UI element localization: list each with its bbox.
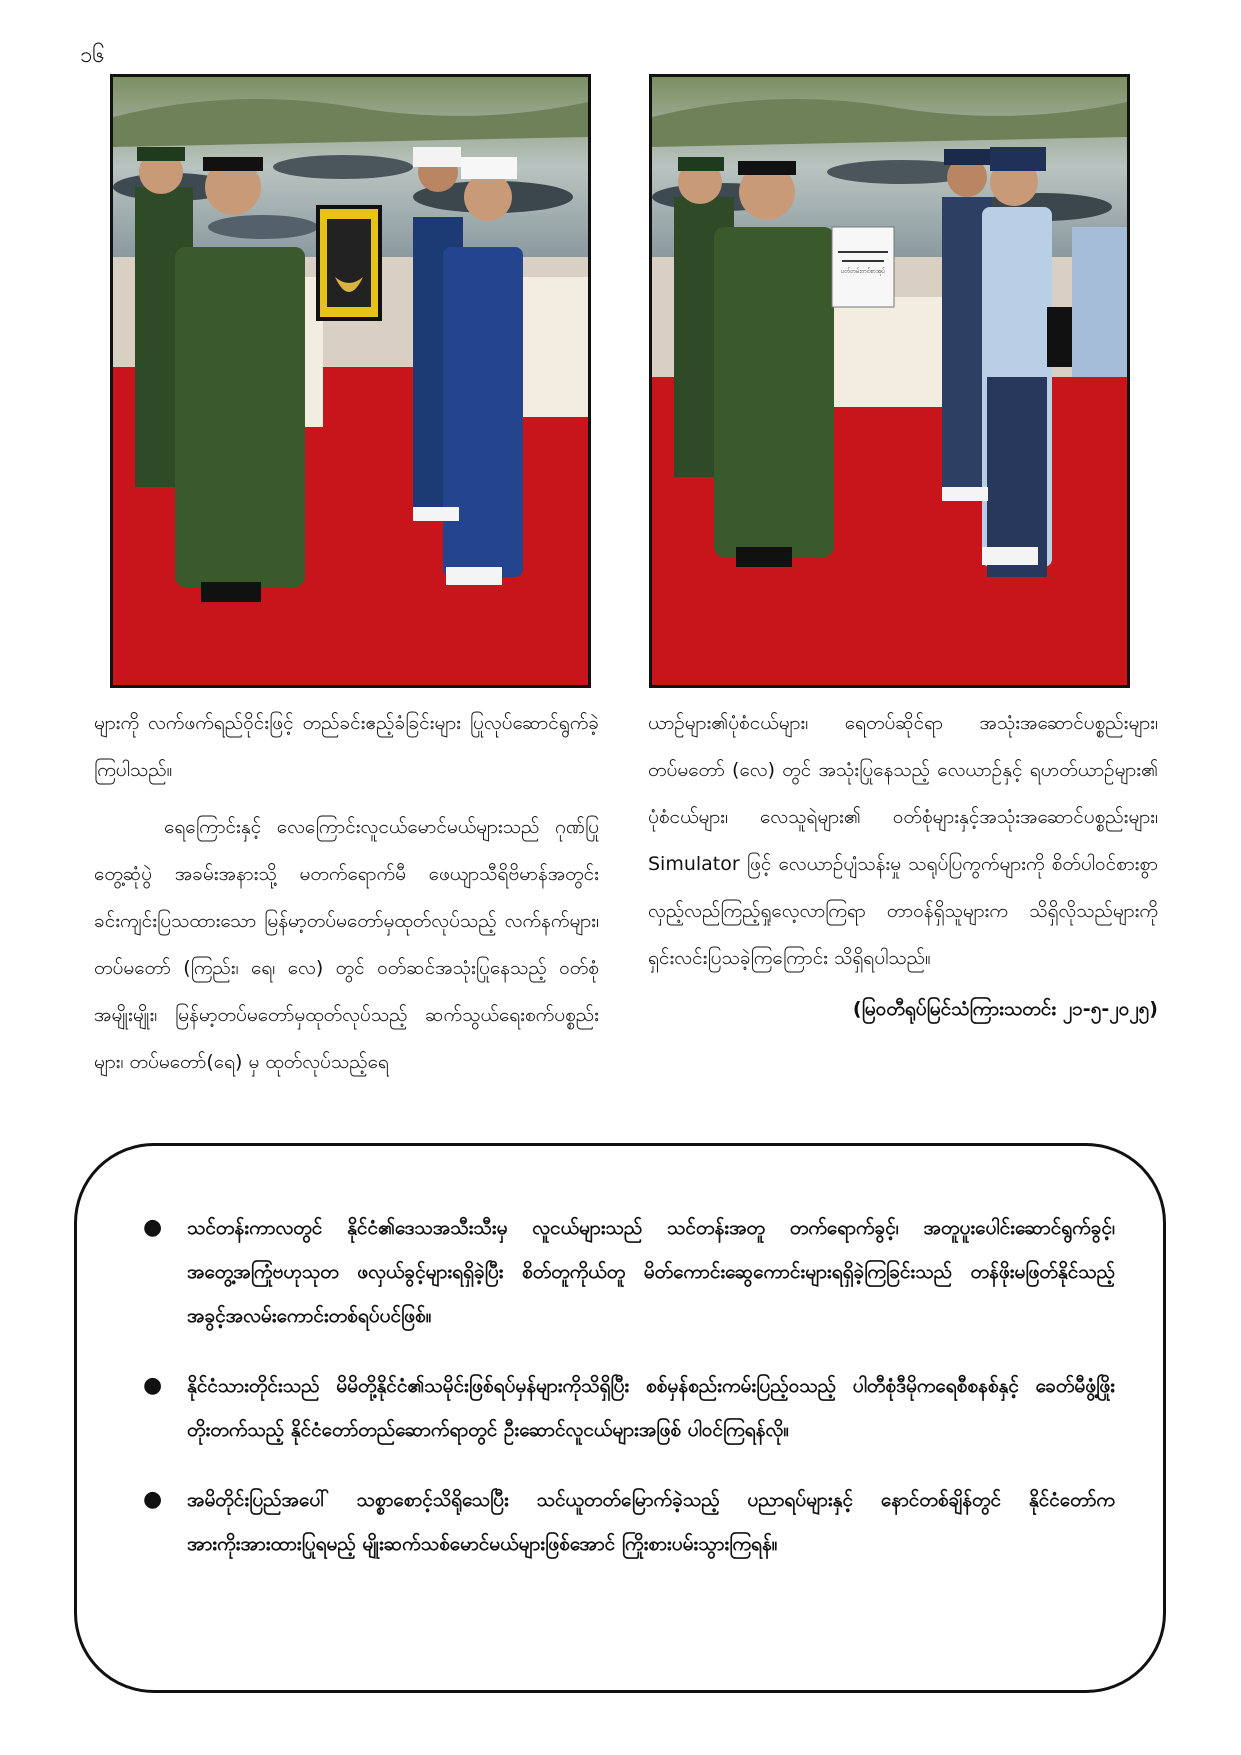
page-number: ၁၆ [80, 43, 105, 68]
left-text-column [94, 700, 599, 1086]
summary-item-text: နိုင်ငံသားတိုင်းသည် မိမိတို့နိုင်ငံ၏သမိုင်းဖြစ်ရပ်မှန်များကိုသိရှိပြီး စစ်မှန်စည်းကမ်းပြည့်ဝသည့် ပါတီစုံဒီမိုကရေစီစနစ်နှင့် ခေတ်မီဖွံ့ဖြိုးတိုးတက်သည့် နိုင်ငံတော်တည်ဆောက်ရာတွင် ဦးဆောင်လူငယ်များအဖြစ် ပါဝင်ကြရန်လို။ [187, 1375, 1115, 1441]
right-text-column [648, 700, 1158, 1033]
right-paragraph-1: ယာဉ်များ၏ပုံစံငယ်များ၊ ရေတပ်ဆိုင်ရာ အသုံးအဆောင်ပစ္စည်းများ၊ တပ်မတော် (လေ) တွင် အသုံးပြုနေသည့် လေယာဉ်နှင့် ရဟတ်ယာဉ်များ၏ ပုံစံငယ်များ၊ လေသူရဲများ၏ ဝတ်စုံများနှင့်အသုံးအဆောင်ပစ္စည်းများ၊ Simulator ဖြင့် လေယာဉ်ပျံသန်းမှု သရုပ်ပြကွက်များကို စိတ်ပါဝင်စားစွာ လှည့်လည်ကြည့်ရှုလေ့လာကြရာ တာဝန်ရှိသူများက သိရှိလိုသည်များကို ရှင်းလင်းပြသခဲ့ကြကြောင်း သိရှိရပါသည်။ [648, 712, 1158, 969]
summary-item-text: အမိတိုင်းပြည်အပေါ် သစ္စာစောင့်သိရိုသေပြီး သင်ယူတတ်မြောက်ခဲ့သည့် ပညာရပ်များနှင့် နောင်တစ်ချိန်တွင် နိုင်ငံတော်က အားကိုးအားထားပြုရမည့် မျိုးဆက်သစ်မောင်မယ်များဖြစ်အောင် ကြိုးစားပမ်းသွားကြရန်။ [187, 1489, 1115, 1555]
news-source: (မြဝတီရုပ်မြင်သံကြားသတင်း ၂၁-၅-၂၀၂၅) [852, 998, 1158, 1020]
summary-item [143, 1364, 1115, 1452]
summary-item [143, 1478, 1115, 1566]
summary-list [77, 1146, 1163, 1566]
summary-item-text: သင်တန်းကာလတွင် နိုင်ငံ၏ဒေသအသီးသီးမှ လူငယ်များသည် သင်တန်းအတူ တက်ရောက်ခွင့်၊ အတူပူးပေါင်းဆောင်ရွက်ခွင့်၊ အတွေ့အကြုံဗဟုသုတ ဖလှယ်ခွင့်များရရှိခဲ့ပြီး စိတ်တူကိုယ်တူ မိတ်ကောင်းဆွေကောင်းများရရှိခဲ့ကြခြင်းသည် တန်ဖိုးမဖြတ်နိုင်သည့် အခွင့်အလမ်းကောင်းတစ်ရပ်ပင်ဖြစ်။ [187, 1217, 1115, 1327]
photo-award-plaque [110, 74, 591, 688]
bullet-icon: ● [143, 1487, 163, 1512]
summary-box [74, 1143, 1166, 1693]
summary-item [143, 1206, 1115, 1338]
bullet-icon: ● [143, 1373, 163, 1398]
left-paragraph-1: များကို လက်ဖက်ရည်ဝိုင်းဖြင့် တည်ခင်းဧည့်ခံခြင်းများ ပြုလုပ်ဆောင်ရွက်ခဲ့ကြပါသည်။ [94, 712, 599, 781]
bullet-icon: ● [143, 1215, 163, 1240]
left-paragraph-2: ရေကြောင်းနှင့် လေကြောင်းလူငယ်မောင်မယ်များသည် ဂုဏ်ပြုတွေ့ဆုံပွဲ အခမ်းအနားသို့ မတက်ရောက်မီ ဖေယျာသီရိဗိမာန်အတွင်း ခင်းကျင်းပြသထားသော မြန်မာ့တပ်မတော်မှထုတ်လုပ်သည့် လက်နက်များ၊ တပ်မတော် (ကြည်း၊ ရေ၊ လေ) တွင် ဝတ်ဆင်အသုံးပြုနေသည့် ဝတ်စုံအမျိုးမျိုး၊ မြန်မာ့တပ်မတော်မှထုတ်လုပ်သည့် ဆက်သွယ်ရေးစက်ပစ္စည်းများ၊ တပ်မတော်(ရေ) မှ ထုတ်လုပ်သည့်ရေ [94, 816, 599, 1073]
document-caption: ပတ်တမ်းတင်စာအုပ် [841, 268, 885, 275]
photo-document-presentation [649, 74, 1130, 688]
